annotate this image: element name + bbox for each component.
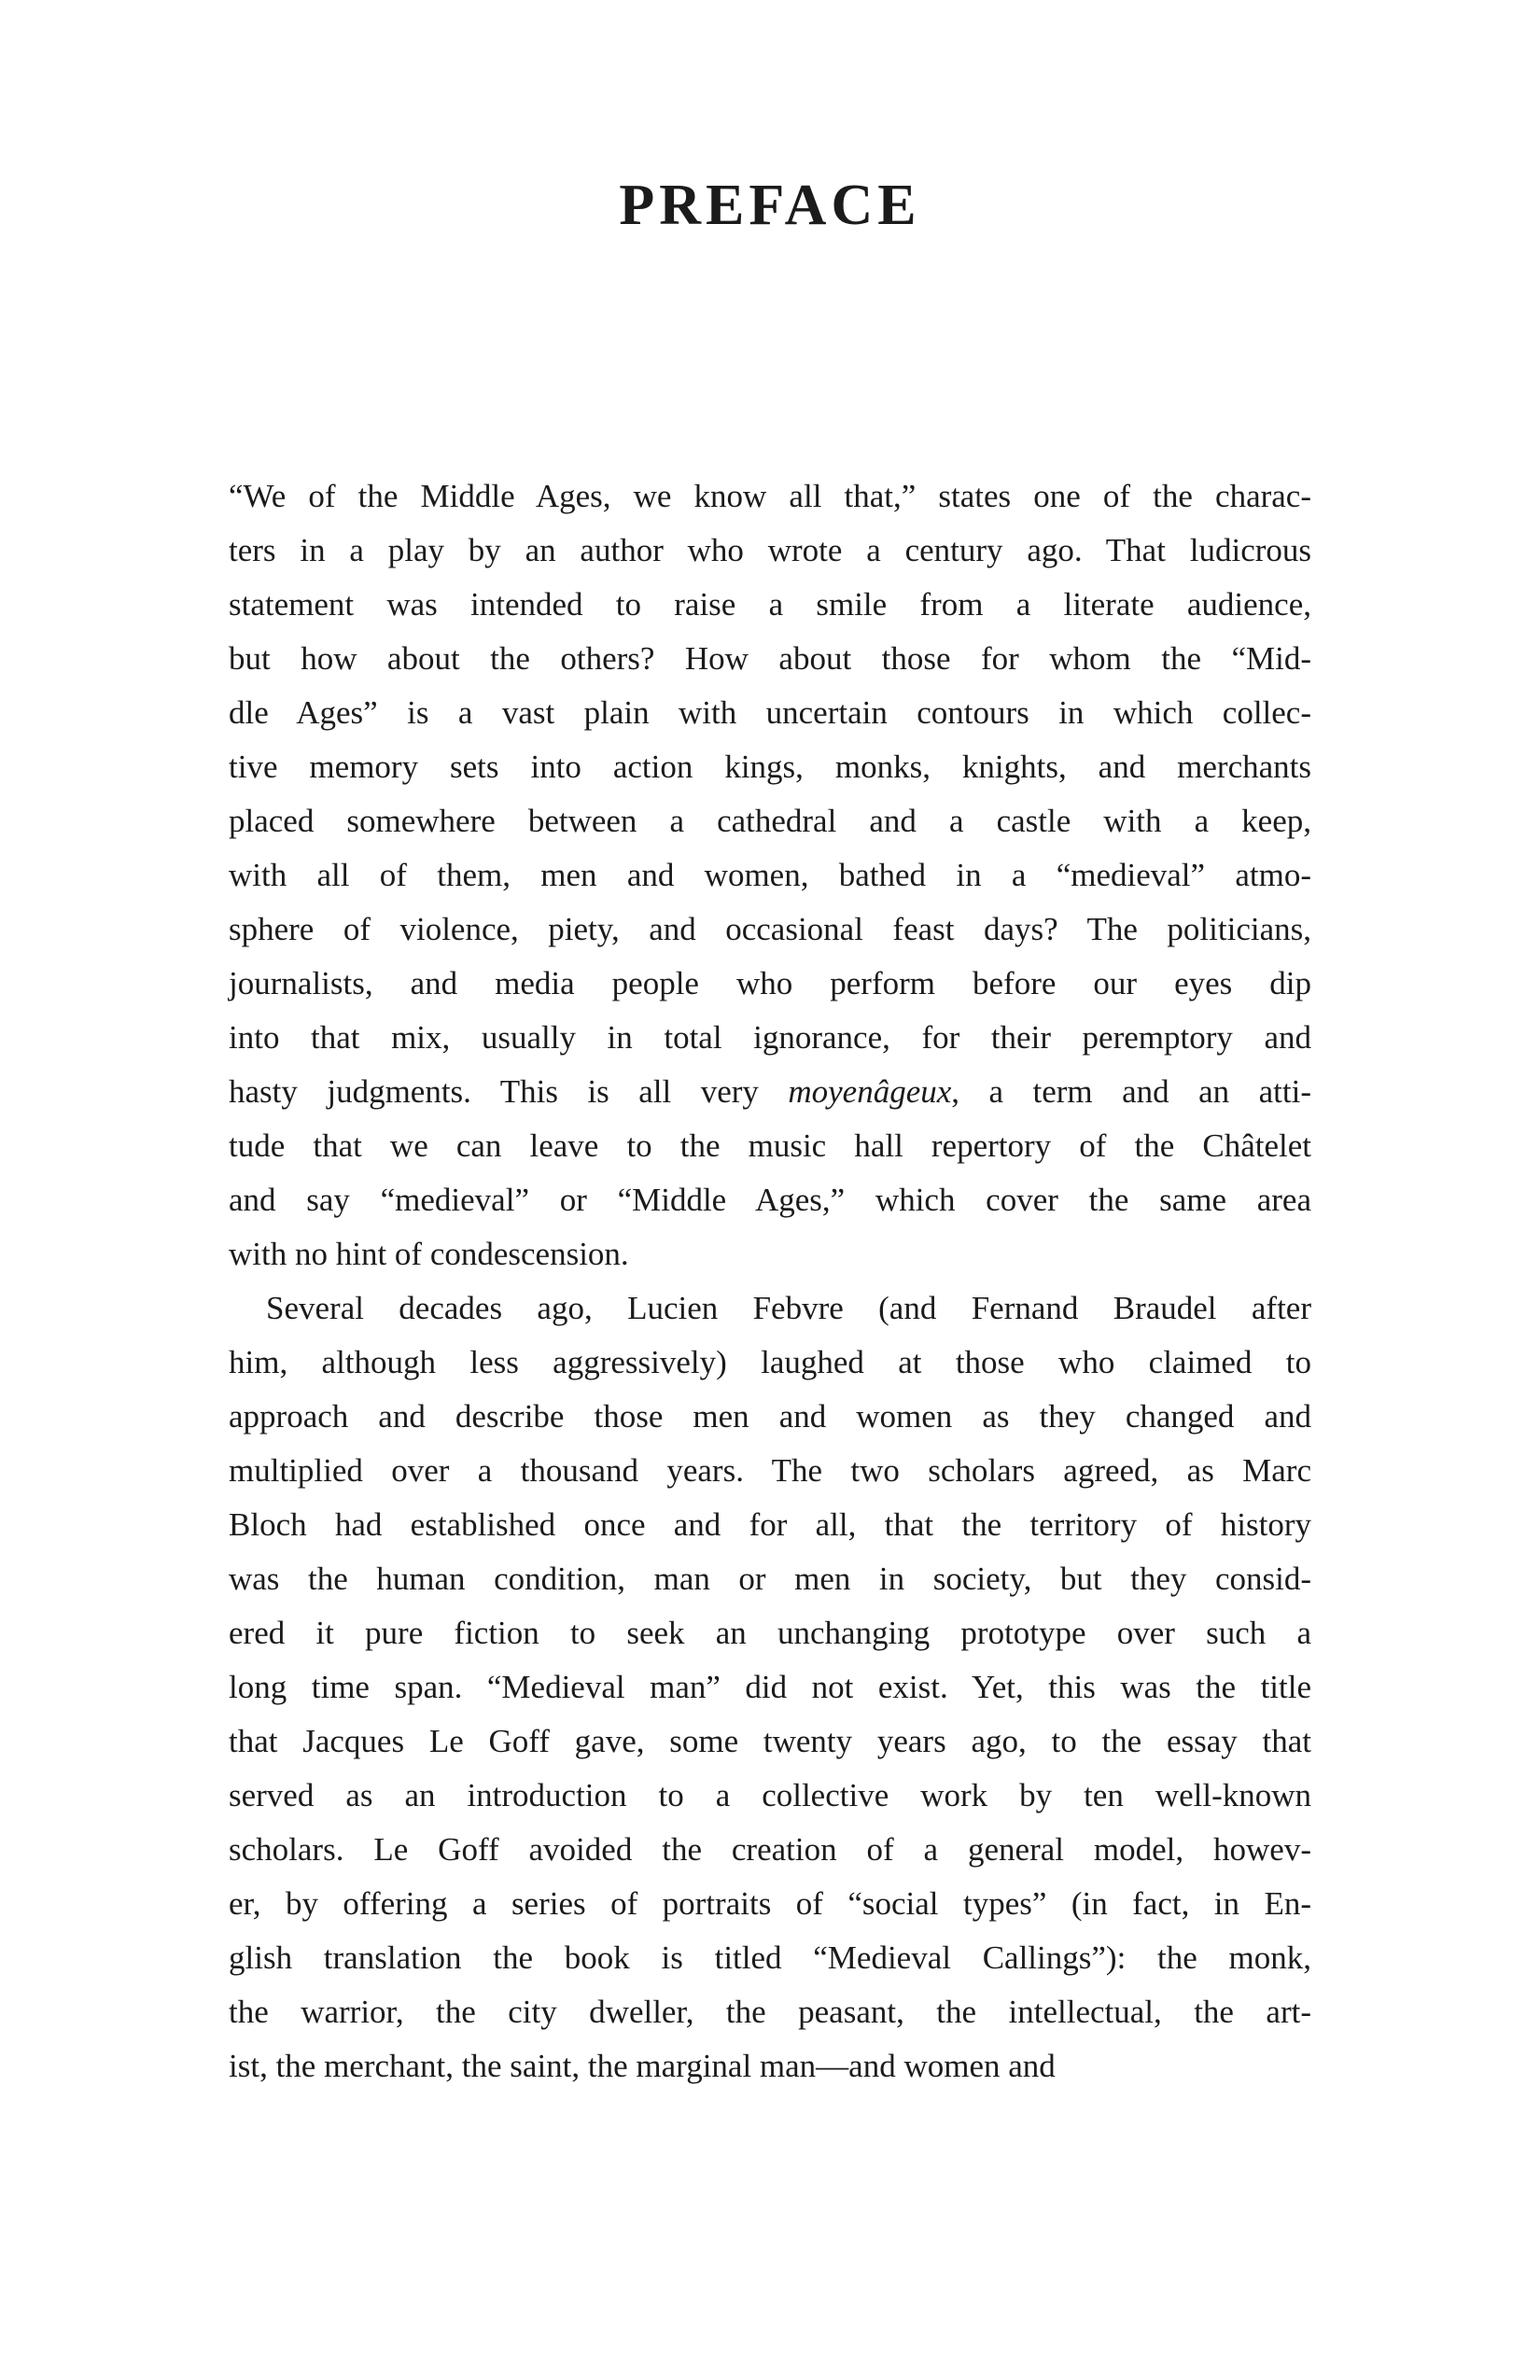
text-line: multiplied over a thousand years. The two scholars agreed, as Marc — [229, 1452, 1311, 1489]
text-line: was the human condition, man or men in society, but they consid- — [229, 1561, 1311, 1597]
text-line: sphere of violence, piety, and occasional feast days? The politicians, — [229, 911, 1311, 947]
text-line: him, although less aggressively) laughed at those who claimed to — [229, 1344, 1311, 1380]
text-line: that Jacques Le Goff gave, some twenty years ago, to the essay that — [229, 1723, 1311, 1759]
text-line: Bloch had established once and for all, that the territory of history — [229, 1506, 1311, 1543]
text-line: “We of the Middle Ages, we know all that,” states one of the charac- — [229, 478, 1311, 514]
page-title: PREFACE — [619, 174, 921, 237]
text-line: Several decades ago, Lucien Febvre (and Fernand Braudel after — [266, 1290, 1311, 1326]
text-line: tude that we can leave to the music hall repertory of the Châtelet — [229, 1127, 1311, 1164]
text-line: long time span. “Medieval man” did not exist. Yet, this was the title — [229, 1669, 1311, 1705]
text-line: tive memory sets into action kings, monks, knights, and merchants — [229, 749, 1311, 785]
paragraph — [229, 1281, 1311, 2093]
text-line: placed somewhere between a cathedral and a castle with a keep, — [229, 803, 1311, 839]
text-line: into that mix, usually in total ignorance, for their peremptory and — [229, 1019, 1311, 1056]
text-line: statement was intended to raise a smile from a literate audience, — [229, 586, 1311, 623]
text-line: er, by offering a series of portraits of “social types” (in fact, in En- — [229, 1885, 1311, 1922]
text-line: hasty judgments. This is all very moyenâgeux, a term and an atti- — [229, 1073, 1311, 1110]
text-line: ters in a play by an author who wrote a century ago. That ludicrous — [229, 532, 1311, 568]
text-line: dle Ages” is a vast plain with uncertain contours in which collec- — [229, 694, 1311, 731]
text-line: but how about the others? How about those for whom the “Mid- — [229, 640, 1311, 677]
text-line: glish translation the book is titled “Medieval Callings”): the monk, — [229, 1939, 1311, 1976]
text-line: ered it pure fiction to seek an unchanging prototype over such a — [229, 1615, 1311, 1651]
text-line: approach and describe those men and women as they changed and — [229, 1398, 1311, 1435]
text-line: journalists, and media people who perform before our eyes dip — [229, 965, 1311, 1001]
text-line: and say “medieval” or “Middle Ages,” which cover the same area — [229, 1182, 1311, 1218]
text-line: the warrior, the city dweller, the peasant, the intellectual, the art- — [229, 1994, 1311, 2030]
text-line: scholars. Le Goff avoided the creation of a general model, howev- — [229, 1831, 1311, 1868]
text-line: with all of them, men and women, bathed in a “medieval” atmo- — [229, 857, 1311, 893]
text-line: with no hint of condescension. — [229, 1236, 629, 1272]
text-line: ist, the merchant, the saint, the marginal man—and women and — [229, 2048, 1056, 2084]
body-text — [229, 469, 1311, 2093]
text-line: served as an introduction to a collective work by ten well-known — [229, 1777, 1311, 1813]
paragraph — [229, 469, 1311, 1281]
